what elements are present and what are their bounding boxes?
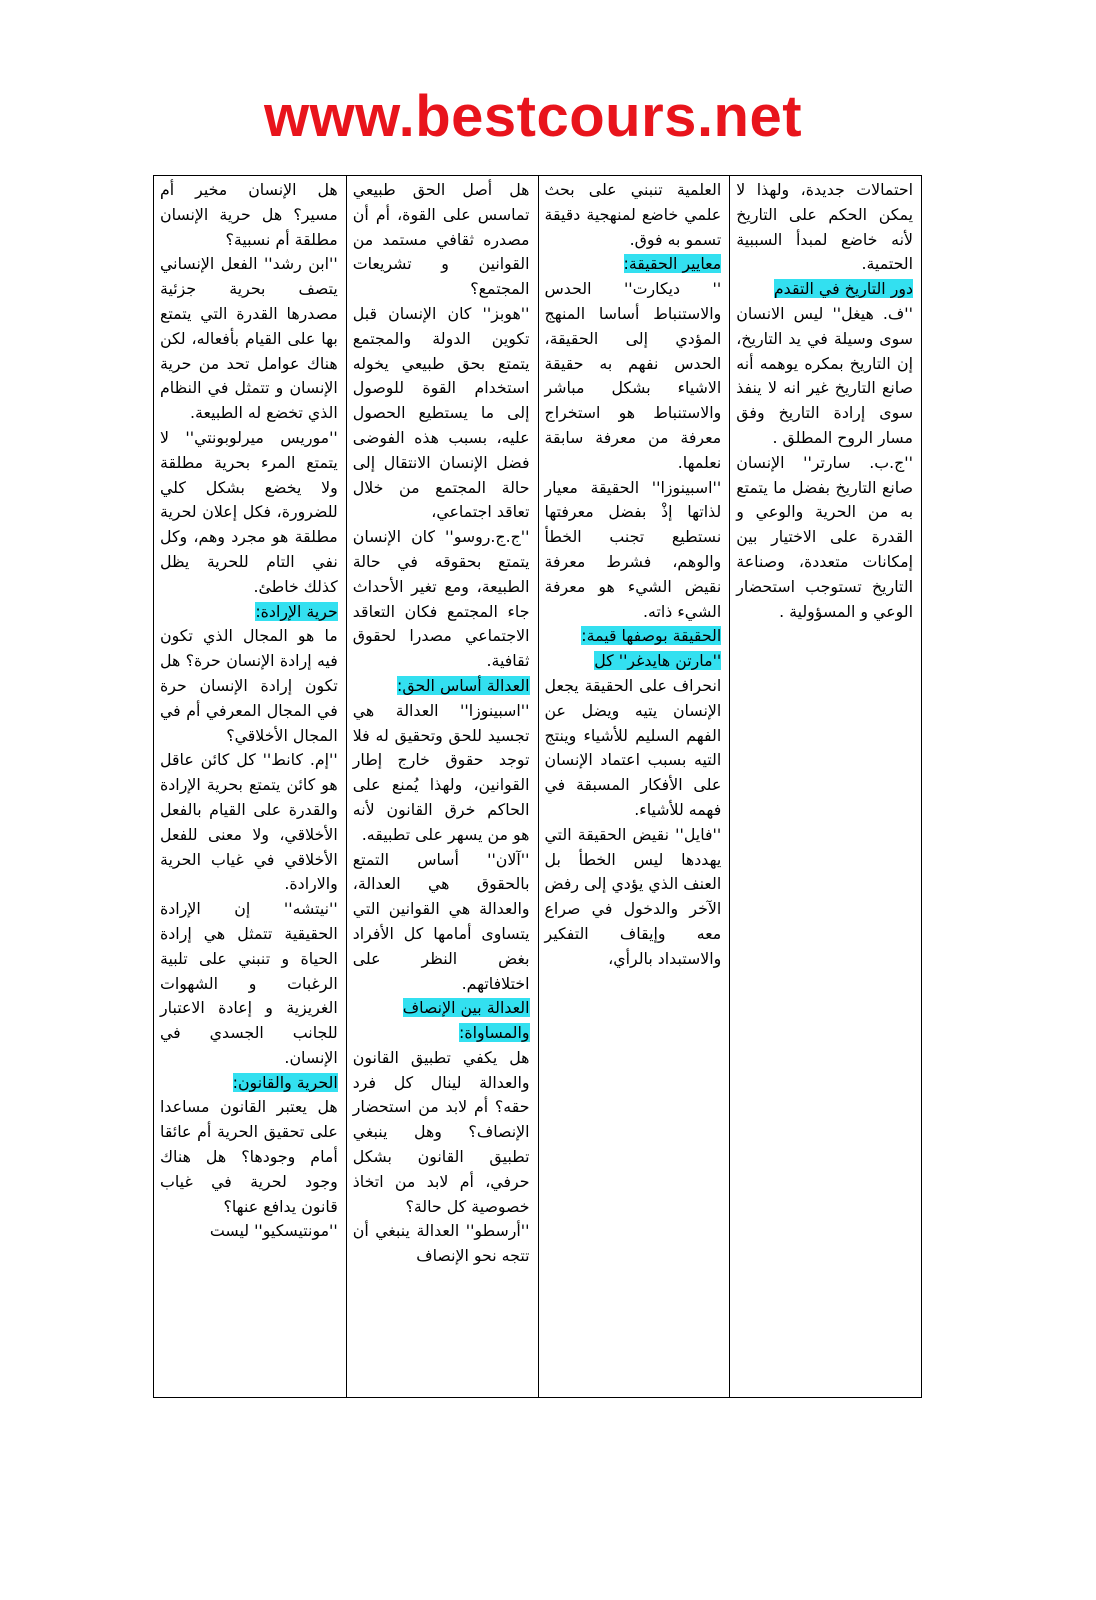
- section-heading: [545, 624, 722, 649]
- paragraph: هل أصل الحق طبيعي تماسس على القوة، أم أن مصدره ثقافي مستمد من القوانين و تشريعات المجتمع؟: [352, 180, 530, 299]
- heading-highlight: العدالة أساس الحق:: [397, 675, 530, 695]
- column-4: [154, 176, 346, 1397]
- heading-highlight: ''مارتن هايدغر'' كل: [594, 651, 722, 671]
- heading-highlight: العدالة بين الإنصاف والمساواة:: [402, 998, 530, 1043]
- heading-highlight: حرية الإرادة:: [255, 601, 338, 621]
- heading-highlight: الحرية والقانون:: [232, 1072, 338, 1092]
- paragraph: ''آلان'' أساس التمتع بالحقوق هي العدالة، والعدالة هي القوانين التي يتساوى أمامها كل الأفراد بغض النظر على اختلافاتهم.: [352, 849, 530, 993]
- paragraph: هل يعتبر القانون مساعدا على تحقيق الحرية أم عائقا أمام وجودها؟ هل هناك وجود لحرية في غياب قانون يدافع عنها؟: [160, 1097, 338, 1216]
- paragraph: '' ديكارت'' الحدس والاستنباط أساسا المنهج المؤدي إلى الحقيقة، الحدس نفهم به حقيقة الاشياء بشكل مباشر والاستنباط هو استخراج معرفة من معرفة سابقة نعلمها.: [544, 279, 722, 472]
- section-heading: [160, 600, 338, 625]
- paragraph: ''ج.ج.روسو'' كان الإنسان يتمتع بحقوقه في حالة الطبيعة، ومع تغير الأحداث جاء المجتمع فكان التعاقد الاجتماعي مصدرا لحقوق ثقافية.: [352, 527, 530, 671]
- paragraph: ''هوبز'' كان الإنسان قبل تكوين الدولة والمجتمع يتمتع بحق طبيعي يخوله استخدام القوة للوصول إلى ما يستطيع الحصول عليه، بسبب هذه الفوضى فضل الإنسان الانتقال إلى حالة المجتمع من خلال تعاقد اجتماعي،: [352, 303, 530, 522]
- paragraph: ''موريس ميرلوبونتي'' لا يتمتع المرء بحرية مطلقة ولا يخضع بشكل كلي للضرورة، فكل إعلان لحرية مطلقة هو مجرد وهم، وكل نفي التام للحرية يظل كذلك خاطئ.: [160, 427, 338, 596]
- section-heading: [160, 1071, 338, 1096]
- section-heading: [545, 649, 722, 674]
- content-table: [153, 175, 922, 1398]
- paragraph: هل الإنسان مخير أم مسير؟ هل حرية الإنسان مطلقة أم نسبية؟: [160, 180, 338, 249]
- paragraph: ''أرسطو'' العدالة ينبغي أن تتجه نحو الإنصاف: [352, 1221, 530, 1266]
- paragraph: العلمية تنبني على بحث علمي خاضع لمنهجية دقيقة تسمو به فوق.: [544, 180, 722, 249]
- paragraph: ''اسبينوزا'' العدالة هي تجسيد للحق وتحقيق له فلا توجد حقوق خارج إطار القوانين، ولهذا يُمنع على الحاكم خرق القانون لأنه هو من يسهر على تطبيقه.: [352, 700, 530, 844]
- section-heading: [353, 674, 530, 699]
- section-heading: [545, 252, 722, 277]
- paragraph: ''نيتشه'' إن الإرادة الحقيقية تتمثل هي إرادة الحياة و تنبني على تلبية الرغبات و الشهوات الغريزية و إعادة الاعتبار للجانب الجسدي في الإنسان.: [160, 899, 338, 1067]
- paragraph: ''إم. كانط'' كل كائن عاقل هو كائن يتمتع بحرية الإرادة والقدرة على القيام بالفعل الأخلاقي، ولا معنى للفعل الأخلاقي في غياب الحرية والارادة.: [160, 750, 338, 894]
- paragraph: هل يكفي تطبيق القانون والعدالة لينال كل فرد حقه؟ أم لابد من استحضار الإنصاف؟ وهل ينبغي تطبيق القانون بشكل حرفي، أم لابد من اتخاذ خصوصية كل حالة؟: [352, 1047, 530, 1216]
- column-2: [538, 176, 730, 1397]
- paragraph: ''ابن رشد'' الفعل الإنساني يتصف بحرية جزئية مصدرها القدرة التي يتمتع بها على القيام بأفعاله، لكن هناك عوامل تحد من حرية الإنسان و تتمثل في النظام الذي تخضع له الطبيعة.: [160, 254, 338, 423]
- paragraph: احتمالات جديدة، ولهذا لا يمكن الحكم على التاريخ لأنه خاضع لمبدأ السببية الحتمية.: [736, 180, 913, 274]
- site-title: www.bestcours.net: [263, 84, 803, 149]
- heading-highlight: الحقيقة بوصفها قيمة:: [581, 626, 722, 646]
- heading-highlight: معايير الحقيقة:: [623, 254, 722, 274]
- paragraph: ''فايل'' نقيض الحقيقة التي يهددها ليس الخطأ بل العنف الذي يؤدي إلى رفض الآخر والدخول في صراع معه وإيقاف التفكير والاستبداد بالرأي،: [544, 824, 722, 968]
- section-heading: [353, 996, 530, 1046]
- paragraph: ''ف. هيغل'' ليس الانسان سوى وسيلة في يد التاريخ، إن التاريخ بمكره يوهمه أنه صانع التاريخ غير انه لا ينفذ سوى إرادة التاريخ وفق مسار الروح المطلق .: [736, 303, 913, 447]
- paragraph: ما هو المجال الذي تكون فيه إرادة الإنسان حرة؟ هل تكون إرادة الإنسان حرة في المجال المعرفي أم في المجال الأخلاقي؟: [160, 626, 338, 745]
- column-3: [346, 176, 538, 1397]
- paragraph: ''ج.ب. سارتر'' الإنسان صانع التاريخ بفضل ما يتمتع به من الحرية والوعي و القدرة على الاختيار بين إمكانات متعددة، وصناعة التاريخ تستوجب استحضار الوعي و المسؤولية .: [736, 452, 913, 621]
- paragraph: ''مونتيسكيو'' ليست: [209, 1221, 338, 1241]
- paragraph: ''اسبينوزا'' الحقيقة معيار لذاتها إذْ بفضل معرفتها نستطيع تجنب الخطأ والوهم، فشرط معرفة نقيض الشيء هو معرفة الشيء ذاته.: [544, 477, 722, 621]
- paragraph: انحراف على الحقيقة يجعل الإنسان يتيه ويضل عن الفهم السليم للأشياء وينتج التيه بسبب اعتماد الإنسان على الأفكار المسبقة في فهمه للأشياء.: [544, 675, 722, 819]
- section-heading: [736, 277, 913, 302]
- heading-highlight: دور التاريخ في التقدم: [773, 279, 913, 299]
- column-1: [729, 176, 921, 1397]
